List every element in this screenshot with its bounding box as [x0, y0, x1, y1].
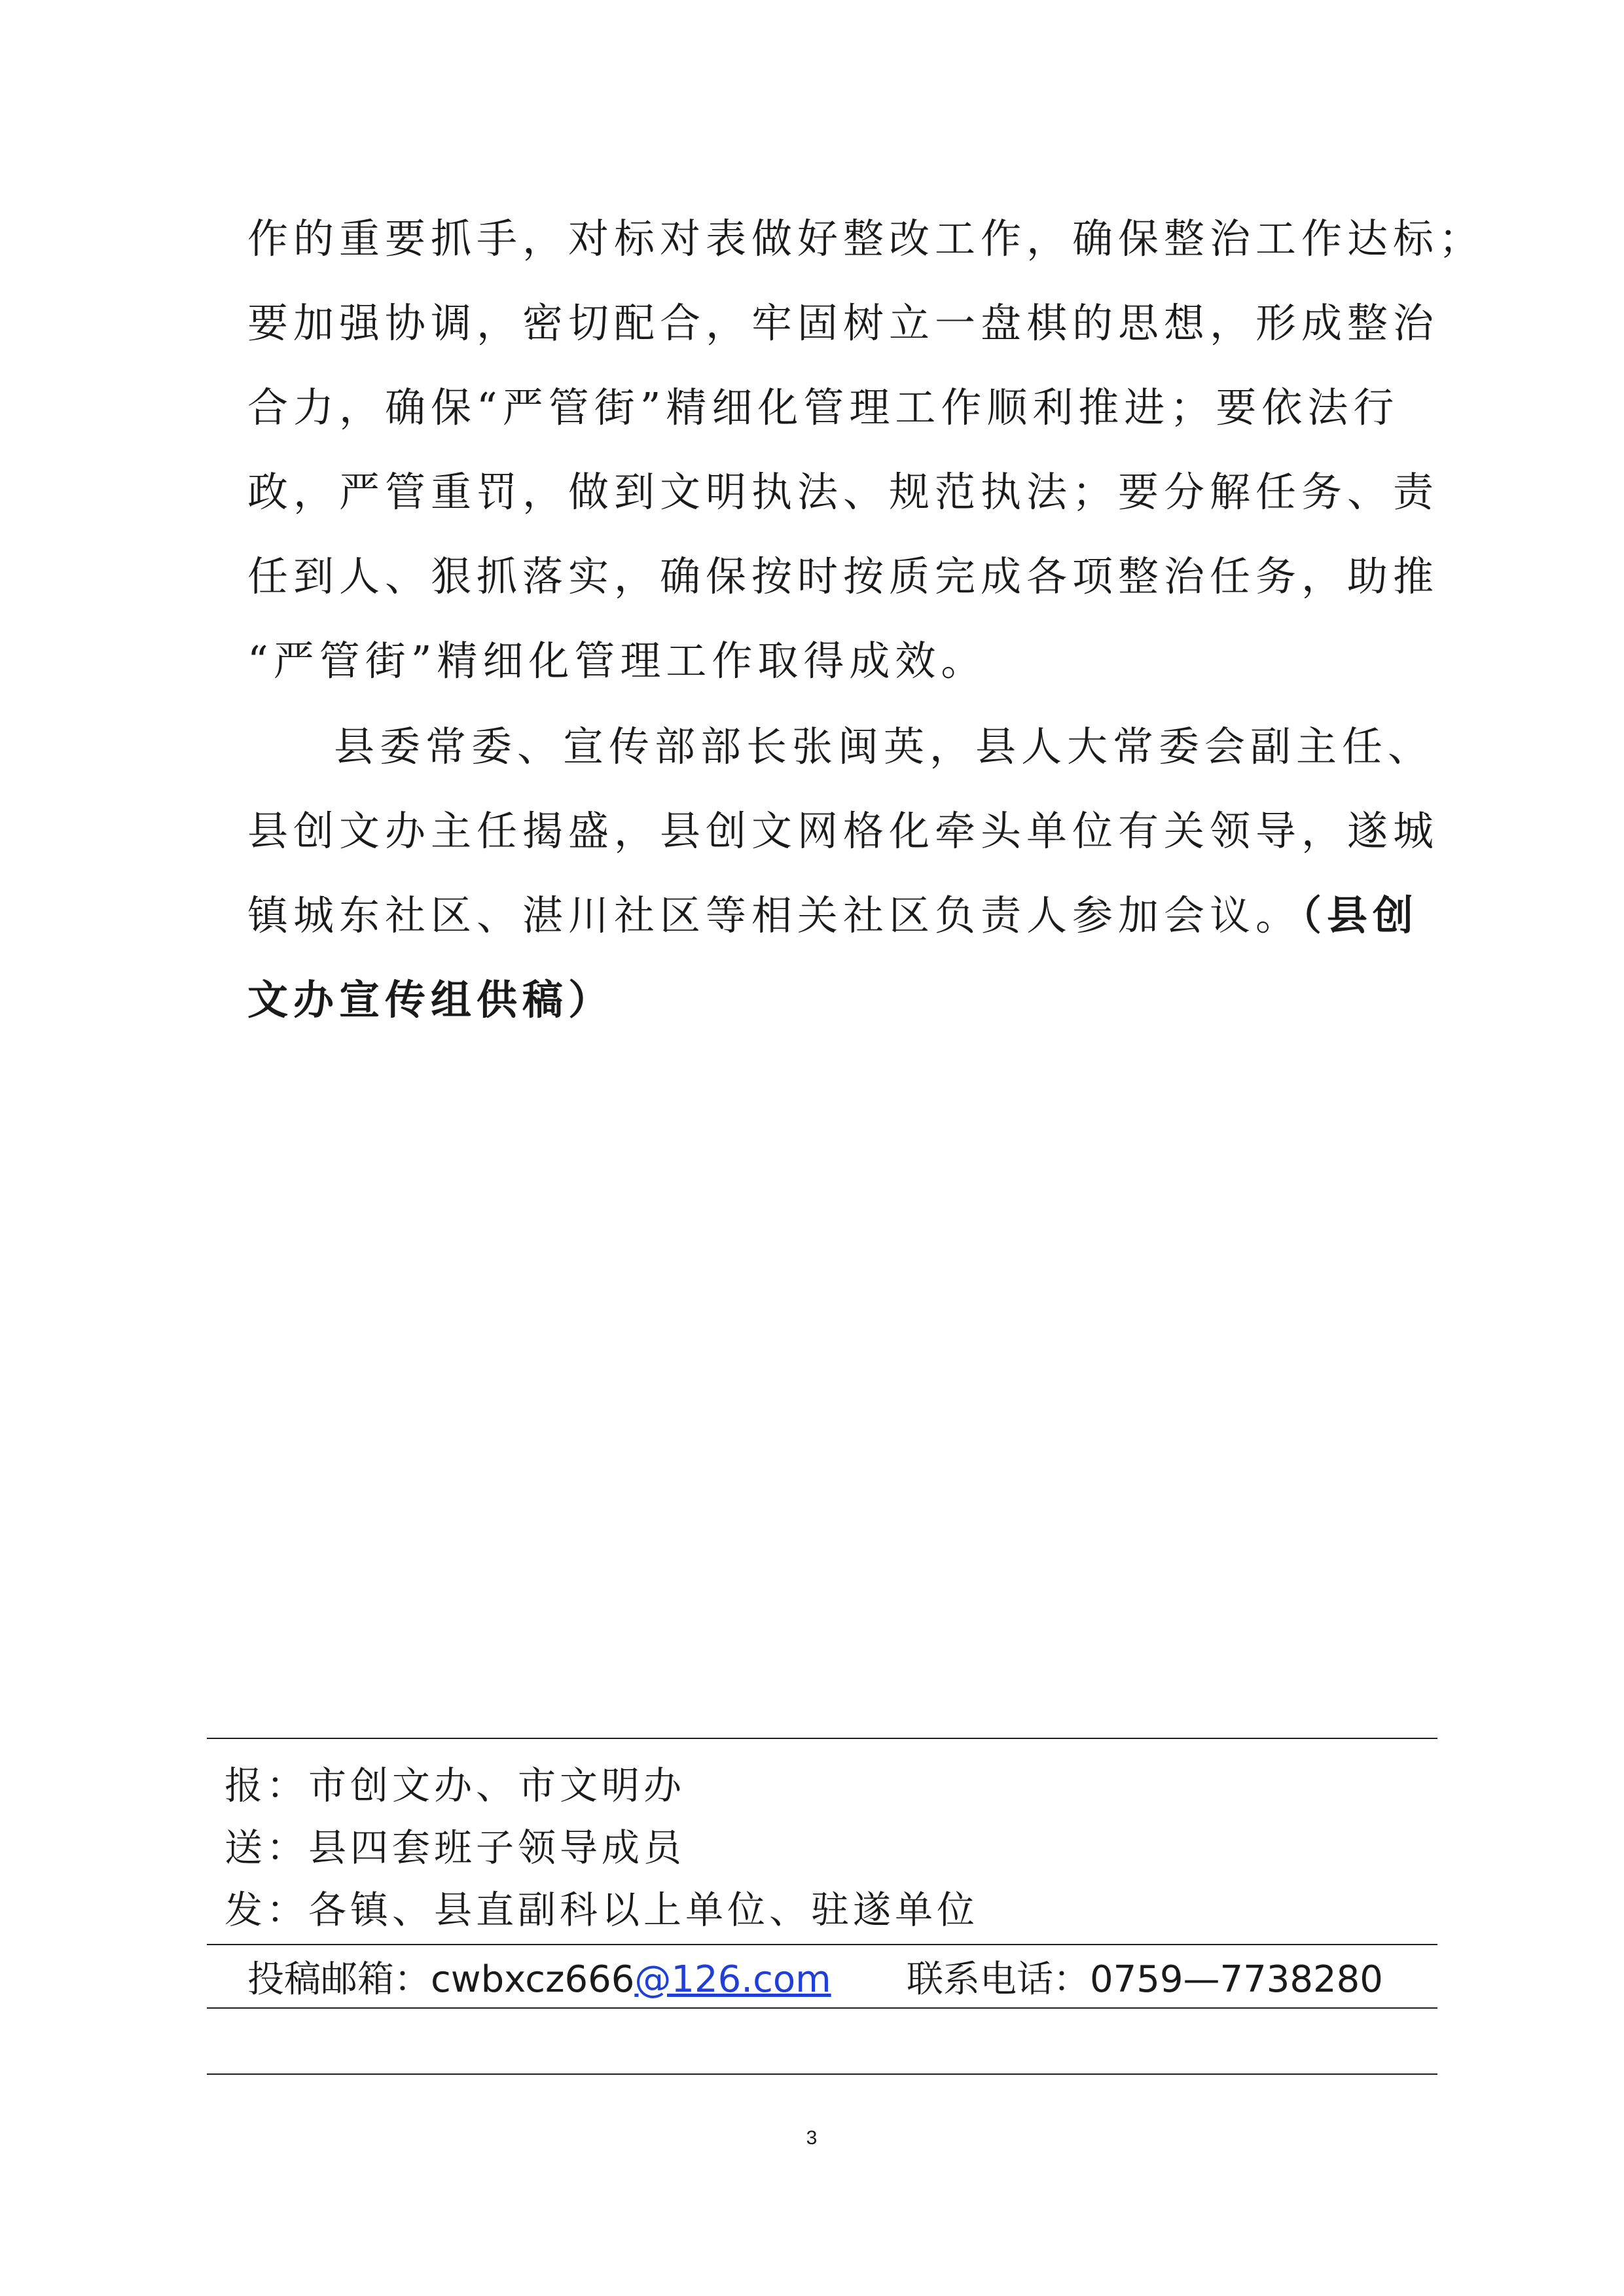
body-line: “严管街”精细化管理工作取得成效。 [247, 637, 987, 685]
body-line: 要加强协调，密切配合，牢固树立一盘棋的思想，形成整治 [247, 299, 1439, 347]
body-line: 任到人、狠抓落实，确保按时按质完成各项整治任务，助推 [247, 552, 1439, 600]
email-label: 投稿邮箱： [247, 1958, 431, 2001]
phone-number: 0759—7738280 [1090, 1958, 1383, 2001]
body-line: 县创文办主任揭盛，县创文网格化牵头单位有关领导，遂城 [247, 807, 1439, 855]
body-line: 合力，确保“严管街”精细化管理工作顺利推进；要依法行 [247, 384, 1399, 431]
issue-to-line: 发：各镇、县直副科以上单位、驻遂单位 [225, 1888, 979, 1932]
body-line-text: 镇城东社区、湛川社区等相关社区负责人参加会议。 [247, 891, 1302, 939]
divider-line [207, 1944, 1437, 1945]
divider-line [207, 2007, 1437, 2009]
body-line: 作的重要抓手，对标对表做好整改工作，确保整治工作达标； [247, 215, 1485, 262]
divider-line [207, 2073, 1437, 2075]
email-user: cwbxcz666 [431, 1958, 635, 2001]
source-credit: （县创 [1301, 891, 1419, 939]
phone-label: 联系电话： [907, 1958, 1090, 2001]
body-line [247, 889, 1418, 942]
email-link[interactable]: @126.com [634, 1958, 831, 2001]
body-line: 政，严管重罚，做到文明执法、规范执法；要分解任务、责 [247, 468, 1439, 516]
source-credit-continued: 文办宣传组供稿） [247, 976, 615, 1024]
email-contact [247, 1954, 831, 2006]
send-to-line: 送：县四套班子领导成员 [225, 1825, 686, 1870]
report-to-line: 报：市创文办、市文明办 [225, 1763, 686, 1808]
body-line: 县委常委、宣传部部长张闽英，县人大常委会副主任、 [334, 723, 1434, 770]
phone-contact [907, 1954, 1383, 2006]
page-number: 3 [806, 2127, 818, 2149]
divider-line [207, 1738, 1437, 1739]
